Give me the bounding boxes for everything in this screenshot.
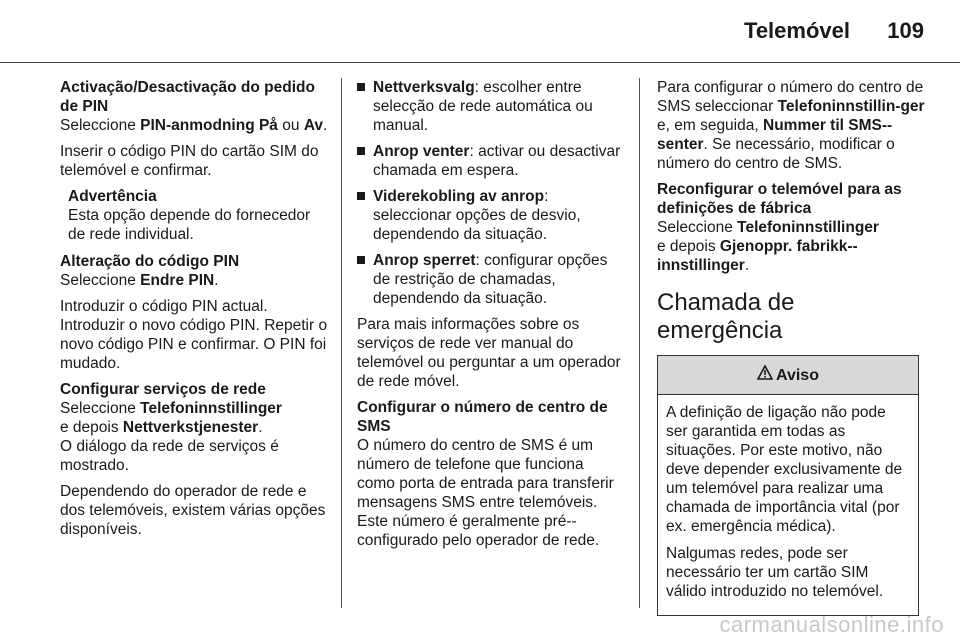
- bullet-item: Anrop venter: activar ou desactivar chamada em espera.: [357, 142, 625, 180]
- bullet-item: Anrop sperret: configurar opções de restrição de chamadas, dependendo da situação.: [357, 251, 625, 308]
- heading-network-services: Configurar serviços de rede: [60, 381, 266, 398]
- change-pin-text: Introduzir o código PIN actual. Introduzir o novo código PIN. Repetir o novo código PIN e confirmar. O PIN foi mudado.: [60, 298, 328, 372]
- warning-title: Aviso: [776, 366, 819, 384]
- column-right: [657, 78, 925, 616]
- heading-pin-request: Activação/Desactivação do pedido de PIN: [60, 79, 315, 115]
- header-divider: [0, 62, 960, 63]
- warning-triangle-icon: [757, 365, 773, 385]
- option-phone-settings-2: Telefoninnstillin-ger: [777, 98, 925, 115]
- network-services-instruction: Seleccione Telefoninnstillinger e depois Nettverkstjenester.: [60, 400, 282, 436]
- warning-box: [657, 355, 919, 616]
- bullet-item: Viderekobling av anrop: seleccionar opções de desvio, dependendo da situação.: [357, 187, 625, 244]
- warning-body: [658, 395, 918, 615]
- network-info-text: Para mais informações sobre os serviços de rede ver manual do telemóvel ou perguntar a um operador de rede móvel.: [357, 316, 621, 390]
- column-divider-1: [341, 78, 342, 608]
- note-block: [60, 187, 328, 244]
- bullet-item: Nettverksvalg: escolher entre selecção de rede automática ou manual.: [357, 78, 625, 135]
- watermark: carmanualsonline.info: [719, 612, 944, 637]
- column-divider-2: [639, 78, 640, 608]
- sms-center-text: O número do centro de SMS é um número de telefone que funciona como porta de entrada para transferir mensagens SMS entre telemóveis. Este número é geralmente pré--configurado pelo operador de rede.: [357, 437, 614, 549]
- note-text: Esta opção depende do fornecedor de rede individual.: [68, 207, 311, 243]
- page-title: Telemóvel: [744, 18, 850, 43]
- bullet-square-icon: [357, 147, 365, 155]
- warning-text1: A definição de ligação não pode ser garantida em todas as situações. Por este motivo, não deve depender exclusivamente de um telemóvel para realizar uma chamada de importância vital (por ex. emergência médica).: [666, 404, 903, 535]
- heading-sms-center: Configurar o número de centro de SMS: [357, 399, 608, 435]
- option-sms-number: Nummer til SMS--senter: [657, 117, 893, 153]
- heading-change-pin: Alteração do código PIN: [60, 253, 240, 270]
- option-phone-settings-3: Telefoninnstillinger: [737, 219, 879, 236]
- option-change-pin: Endre PIN: [140, 272, 215, 289]
- option-factory-reset: Gjenoppr. fabrikk--innstillinger: [657, 238, 858, 274]
- heading-factory-reset: Reconfigurar o telemóvel para as definições de fábrica: [657, 181, 902, 217]
- pin-request-text: Inserir o código PIN do cartão SIM do telemóvel e confirmar.: [60, 143, 319, 179]
- note-title: Advertência: [68, 188, 157, 205]
- warning-header: [658, 356, 918, 395]
- bullet-square-icon: [357, 83, 365, 91]
- sms-config-text: Para configurar o número do centro de SMS seleccionar Telefoninnstillin-ger e, em seguida, Nummer til SMS--senter. Se necessário, modificar o número do centro de SMS.: [657, 79, 925, 172]
- factory-reset-instruction: Seleccione Telefoninnstillinger e depois Gjenoppr. fabrikk--innstillinger.: [657, 219, 879, 274]
- network-services-text2: Dependendo do operador de rede e dos telemóveis, existem várias opções disponíveis.: [60, 483, 326, 538]
- bullet-square-icon: [357, 256, 365, 264]
- option-network-services: Nettverkstjenester: [122, 419, 259, 436]
- option-phone-settings: Telefoninnstillinger: [140, 400, 282, 417]
- column-left: [60, 78, 328, 546]
- bullet-square-icon: [357, 192, 365, 200]
- column-middle: [357, 78, 625, 557]
- pin-request-instruction: Seleccione PIN-anmodning På ou Av.: [60, 117, 328, 134]
- network-services-text1: O diálogo da rede de serviços é mostrado.: [60, 438, 279, 474]
- warning-text2: Nalgumas redes, pode ser necessário ter um cartão SIM válido introduzido no telemóvel.: [666, 545, 884, 600]
- page-number: 109: [887, 18, 924, 43]
- change-pin-instruction: Seleccione Endre PIN.: [60, 272, 219, 289]
- option-pin-on: PIN-anmodning På: [140, 117, 278, 134]
- page-header: [0, 0, 960, 64]
- option-pin-off: Av: [303, 117, 324, 134]
- heading-emergency-call: Chamada de emergência: [657, 289, 795, 344]
